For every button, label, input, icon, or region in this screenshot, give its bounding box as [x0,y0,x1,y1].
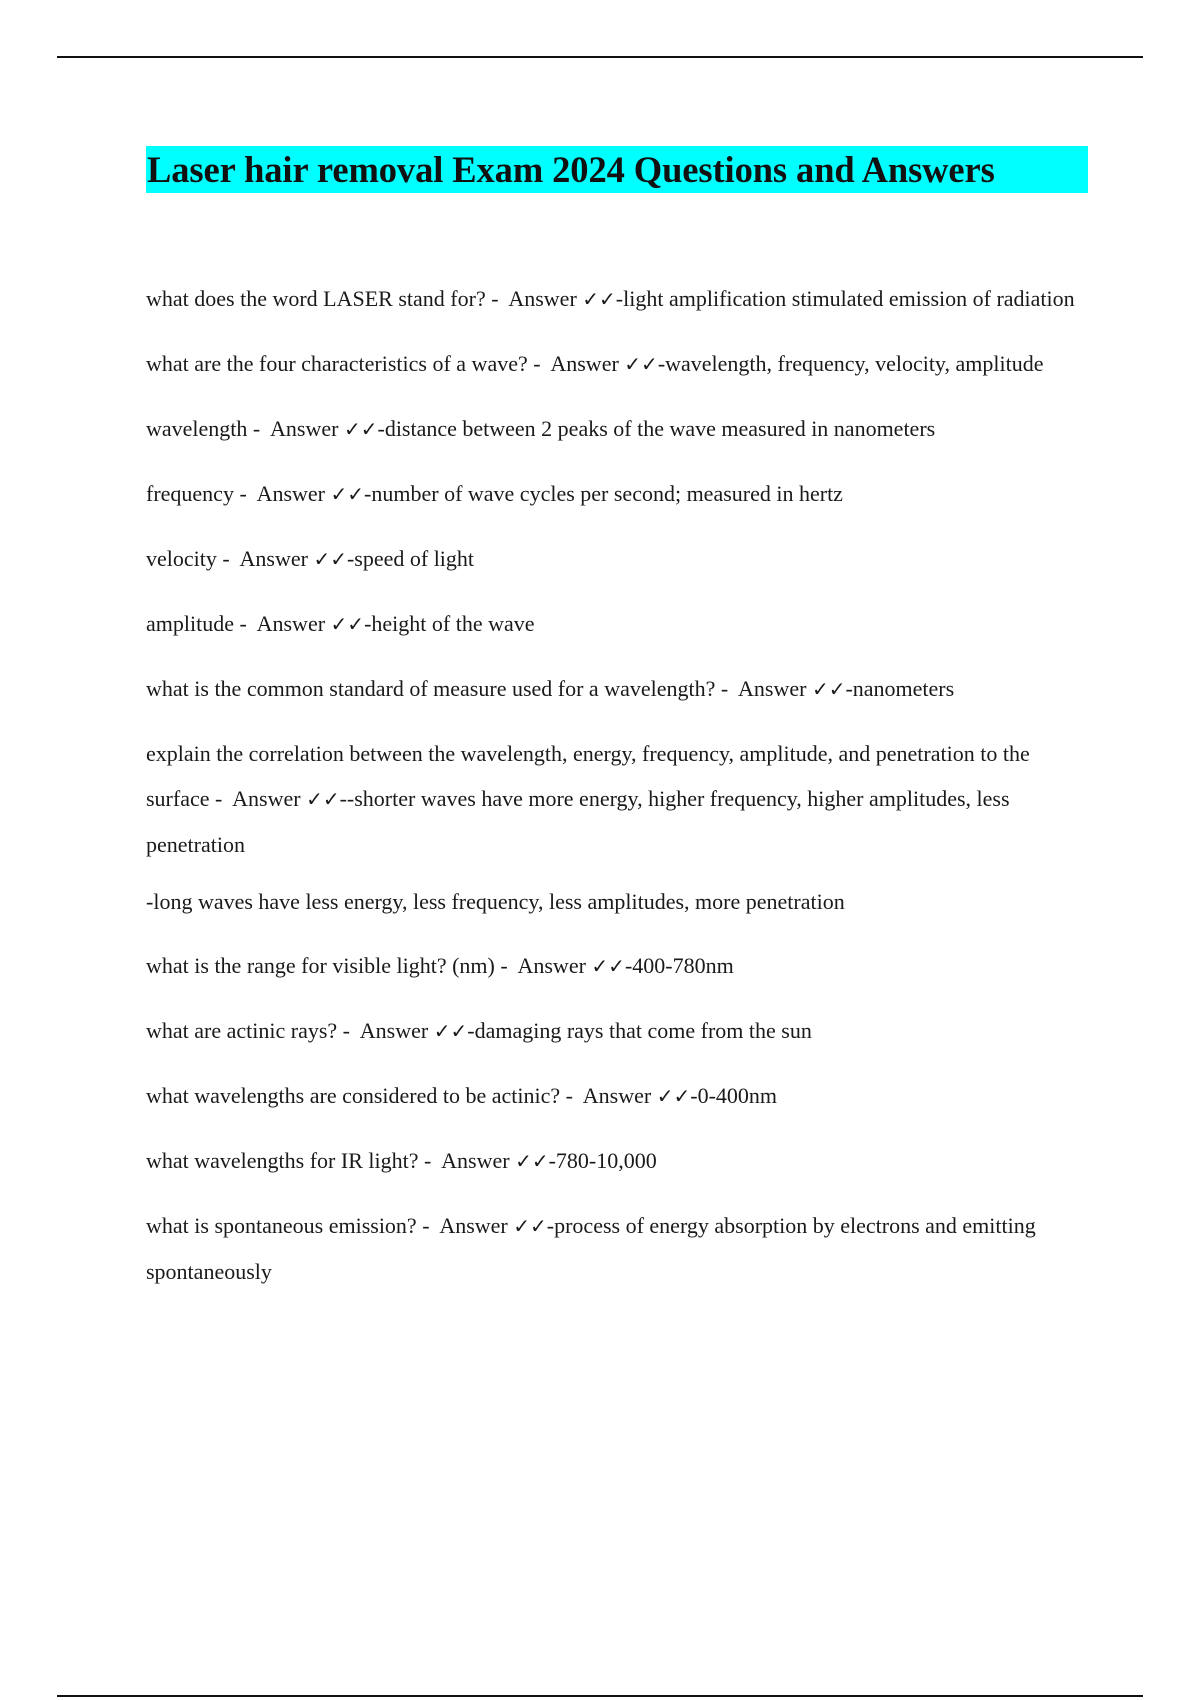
answer-text: process of energy absorption by electrons and emitting spontaneously [146,1213,1036,1284]
checkmark-icon: ✓✓ [624,352,658,376]
answer-label: Answer [239,546,308,571]
question-text: what wavelengths are considered to be actinic? [146,1083,561,1108]
answer-text: nanometers [852,676,955,701]
footer-rule [57,1695,1143,1697]
answer-text: distance between 2 peaks of the wave measured in nanometers [384,416,936,441]
question-text: explain the correlation between the wavelength, energy, frequency, amplitude, and penetration to the surface [146,741,1030,811]
qa-content [146,276,1091,1313]
checkmark-icon: ✓✓ [582,287,616,311]
checkmark-icon: ✓✓ [591,954,625,978]
qa-item: what wavelengths for IR light? - Answer ✓✓-780-10,000 [146,1148,657,1173]
answer-text: light amplification stimulated emission of radiation [623,286,1075,311]
qa-item: explain the correlation between the wavelength, energy, frequency, amplitude, and penetration to the surface - Answer ✓✓--shorter waves have more energy, higher frequency, higher amplitudes, less penetration [146,741,1030,857]
answer-text: 400-780nm [632,953,734,978]
question-text: what are actinic rays? [146,1018,338,1043]
checkmark-icon: ✓✓ [330,612,365,636]
answer-label: Answer [232,786,301,811]
answer-label: Answer [359,1018,429,1043]
answer-text: number of wave cycles per second; measured in hertz [371,481,843,506]
answer-label: Answer [256,611,326,636]
checkmark-icon: ✓✓ [343,417,378,441]
answer-text: height of the wave [371,611,535,636]
checkmark-icon: ✓✓ [515,1149,549,1173]
checkmark-icon: ✓✓ [306,787,340,811]
header-rule [57,56,1143,58]
answer-label: Answer [441,1148,510,1173]
answer-label: Answer [508,286,577,311]
question-text: frequency [146,481,234,506]
qa-continuation [146,879,1091,924]
page-title: Laser hair removal Exam 2024 Questions and Answers [147,149,995,190]
question-text: velocity [146,546,217,571]
answer-label: Answer [270,416,339,441]
answer-text: damaging rays that come from the sun [474,1018,812,1043]
qa-item: what is the common standard of measure used for a wavelength? - Answer ✓✓-nanometers [146,676,955,701]
checkmark-icon: ✓✓ [656,1084,691,1108]
checkmark-icon: ✓✓ [433,1019,468,1043]
answer-text: 0-400nm [697,1083,778,1108]
qa-item: what is the range for visible light? (nm) - Answer ✓✓-400-780nm [146,953,734,978]
answer-text: -long waves have less energy, less frequency, less amplitudes, more penetration [146,889,845,914]
qa-item: what is spontaneous emission? - Answer ✓✓-process of energy absorption by electrons and emitting spontaneously [146,1213,1036,1284]
qa-item: frequency - Answer ✓✓-number of wave cycles per second; measured in hertz [146,481,843,506]
answer-text: 780-10,000 [555,1148,657,1173]
question-text: wavelength [146,416,248,441]
answer-label: Answer [738,676,807,701]
question-text: amplitude [146,611,234,636]
qa-item: what wavelengths are considered to be actinic? - Answer ✓✓-0-400nm [146,1083,778,1108]
qa-item: amplitude - Answer ✓✓-height of the wave [146,611,535,636]
checkmark-icon: ✓✓ [811,677,846,701]
answer-text: wavelength, frequency, velocity, amplitude [665,351,1044,376]
answer-label: Answer [550,351,619,376]
question-text: what is spontaneous emission? [146,1213,417,1238]
question-text: what are the four characteristics of a wave? [146,351,528,376]
checkmark-icon: ✓✓ [313,547,347,571]
title-highlight [146,146,1088,193]
answer-label: Answer [582,1083,652,1108]
checkmark-icon: ✓✓ [330,482,365,506]
answer-text: -shorter waves have more energy, higher frequency, higher amplitudes, less penetration [146,786,1010,857]
question-text: what is the range for visible light? (nm) [146,953,495,978]
question-text: what does the word LASER stand for? [146,286,486,311]
qa-item: velocity - Answer ✓✓-speed of light [146,546,475,571]
qa-item: what are actinic rays? - Answer ✓✓-damaging rays that come from the sun [146,1018,812,1043]
question-text: what wavelengths for IR light? [146,1148,419,1173]
answer-text: speed of light [354,546,475,571]
answer-label: Answer [517,953,586,978]
answer-label: Answer [439,1213,508,1238]
qa-item: what does the word LASER stand for? - Answer ✓✓-light amplification stimulated emission of radiation [146,286,1075,311]
checkmark-icon: ✓✓ [513,1214,547,1238]
qa-item: what are the four characteristics of a wave? - Answer ✓✓-wavelength, frequency, velocity, amplitude [146,351,1044,376]
answer-label: Answer [256,481,326,506]
qa-item: wavelength - Answer ✓✓-distance between 2 peaks of the wave measured in nanometers [146,416,936,441]
question-text: what is the common standard of measure used for a wavelength? [146,676,716,701]
